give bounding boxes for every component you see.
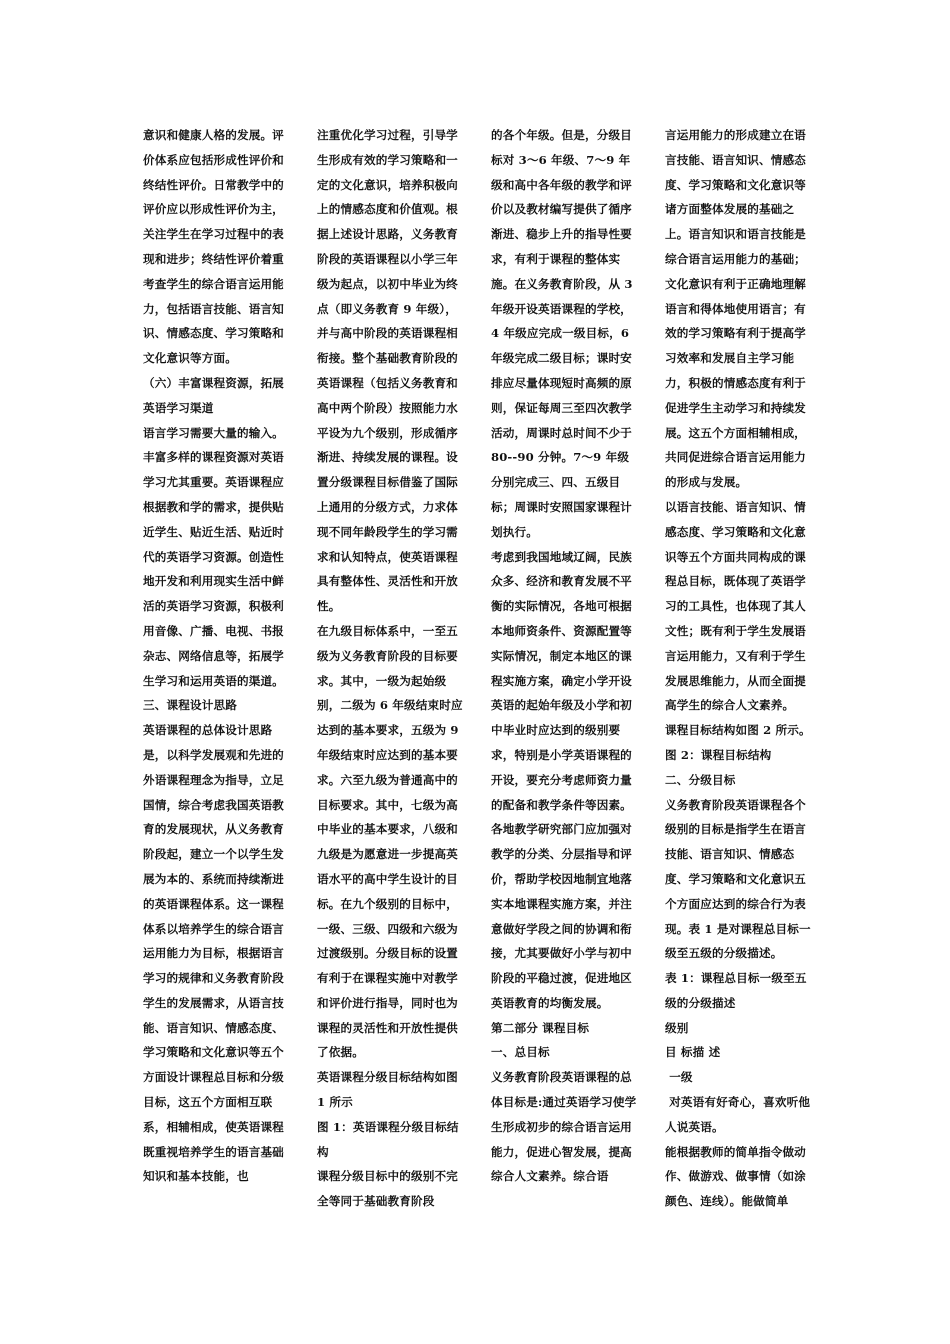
table-caption: 表 1：课程总目标一级至五级的分级描述 (665, 971, 807, 1010)
paragraph: 注重优化学习过程，引导学生形成有效的学习策略和一定的文化意识，培养积极向上的情感态度和价值观。根据上述设计思路，义务教育阶段的英语课程以小学三年级为起点，以初中毕业为终点（即义务教育 9 年级），并与高中阶段的英语课程相衔接。整个基础教育阶段的英语课程（包括义务教育和高中两个阶段）按照能力水平设为九个级别，形成循序渐进、持续发展的课程。设置分级课程目标借鉴了国际上通用的分级方式，力求体现不同年龄段学生的学习需求和认知特点，使英语课程具有整体性、灵活性和开放性。 (317, 128, 458, 614)
paragraph: 意识和健康人格的发展。评价体系应包括形成性评价和终结性评价。日常教学中的评价应以形成性评价为主，关注学生在学习过程中的表现和进步；终结性评价着重考查学生的综合语言运用能力，包括语言技能、语言知识、情感态度、学习策略和文化意识等方面。 (143, 128, 284, 366)
paragraph: 课程分级目标中的级别不完全等同于基础教育阶段 (317, 1169, 458, 1209)
section-heading: 二、分级目标 (665, 772, 736, 787)
text-column-1 (143, 123, 289, 1189)
table-header-level: 级别 (665, 1020, 689, 1035)
paragraph: 英语课程的总体设计思路是，以科学发展观和先进的外语课程理念为指导，立足国情，综合考虑我国英语教育的发展现状，从义务教育阶段起，建立一个以学生发展为本的、系统而持续渐进的英语课程体系。这一课程体系以培养学生的综合语言运用能力为目标，根据语言学习的规律和义务教育阶段学生的发展需求，从语言技能、语言知识、情感态度、学习策略和文化意识等五个方面设计课程总目标和分级目标，这五个方面相互联系，相辅相成，使英语课程既重视培养学生的语言基础知识和基本技能，也 (143, 723, 284, 1184)
part-heading: 第二部分 课程目标 (491, 1020, 590, 1035)
section-heading: 三、课程设计思路 (143, 698, 237, 713)
paragraph: 课程目标结构如图 2 所示。 (665, 723, 811, 738)
figure-caption: 图 2：课程目标结构 (665, 747, 772, 762)
paragraph: 在九级目标体系中，一至五级为义务教育阶段的目标要求。其中，一级为起始级别，二级为 6 年级结束时应达到的基本要求，五级为 9 年级结束时应达到的基本要求。六至九级为普通高中的目标要求。其中，七级为高中毕业的基本要求，八级和九级是为愿意进一步提高英语水平的高中学生设计的目标。在九个级别的目标中，一级、三级、四级和六级为过渡级别。分级目标的设置有利于在课程实施中对教学和评价进行指导，同时也为课程的灵活性和开放性提供了依据。 (317, 623, 463, 1060)
paragraph: 义务教育阶段英语课程的总体目标是:通过英语学习使学生形成初步的综合语言运用能力，促进心智发展，提高综合人文素养。综合语 (491, 1070, 637, 1184)
table-cell-level: 一级 (665, 1070, 693, 1085)
paragraph: 的各个年级。但是，分级目标对 3～6 年级、7～9 年级和高中各年级的教学和评价以及教材编写提供了循序渐进、稳步上升的指导性要求，有利于课程的整体实施。在义务教育阶段，从 3 年级开设英语课程的学校，4 年级应完成一级目标，6 年级完成二级目标；课时安排应尽量体现短时高频的原则，保证每周三至四次教学活动，周课时总时间不少于 80--90 分钟。7～9 年级分别完成三、四、五级目标；周课时安照国家课程计划执行。 (491, 128, 633, 539)
section-heading: （六）丰富课程资源，拓展英语学习渠道 (143, 375, 284, 415)
text-column-4 (665, 123, 811, 1214)
figure-caption: 图 1：英语课程分级目标结构 (317, 1119, 459, 1159)
text-column-2 (317, 123, 463, 1214)
table-header-description: 目 标描 述 (665, 1045, 721, 1060)
paragraph: 考虑到我国地域辽阔，民族众多、经济和教育发展不平衡的实际情况，各地可根据本地师资条件、资源配置等实际情况，制定本地区的课程实施方案，确定小学开设英语的起始年级及小学和初中毕业时应达到的级别要求，特别是小学英语课程的开设，要充分考虑师资力量的配备和教学条件等因素。各地教学研究部门应加强对教学的分类、分层指导和评价，帮助学校因地制宜地落实本地课程实施方案，并注意做好学段之间的协调和衔接，尤其要做好小学与初中阶段的平稳过渡，促进地区英语教育的均衡发展。 (491, 549, 632, 1010)
text-column-3 (491, 123, 637, 1189)
section-heading: 一、总目标 (491, 1045, 550, 1060)
paragraph: 以语言技能、语言知识、情感态度、学习策略和文化意识等五个方面共同构成的课程总目标，既体现了英语学习的工具性，也体现了其人文性；既有利于学生发展语言运用能力，又有利于学生发展思维能力，从而全面提高学生的综合人文素养。 (665, 499, 806, 713)
paragraph: 英语课程分级目标结构如图 1 所示 (317, 1070, 458, 1110)
paragraph: 义务教育阶段英语课程各个级别的目标是指学生在语言技能、语言知识、情感态度、学习策略和文化意识五个方面应达到的综合行为表现。表 1 是对课程总目标一级至五级的分级描述。 (665, 797, 811, 961)
paragraph: 语言学习需要大量的输入。丰富多样的课程资源对英语学习尤其重要。英语课程应根据教和学的需求，提供贴近学生、贴近生活、贴近时代的英语学习资源。创造性地开发和利用现实生活中鲜活的英语学习资源，积极利用音像、广播、电视、书报杂志、网络信息等，拓展学生学习和运用英语的渠道。 (143, 425, 284, 688)
table-cell-description: 能根据教师的简单指令做动作、做游戏、做事情（如涂颜色、连线）。能做简单 (665, 1144, 806, 1209)
paragraph: 言运用能力的形成建立在语言技能、语言知识、情感态度、学习策略和文化意识等诸方面整体发展的基础之上。语言知识和语言技能是综合语言运用能力的基础；文化意识有利于正确地理解语言和得体地使用语言；有效的学习策略有利于提高学习效率和发展自主学习能力，积极的情感态度有利于促进学生主动学习和持续发展。这五个方面相辅相成，共同促进综合语言运用能力的形成与发展。 (665, 128, 806, 490)
table-cell-description: 对英语有好奇心，喜欢听他人说英语。 (665, 1095, 811, 1134)
